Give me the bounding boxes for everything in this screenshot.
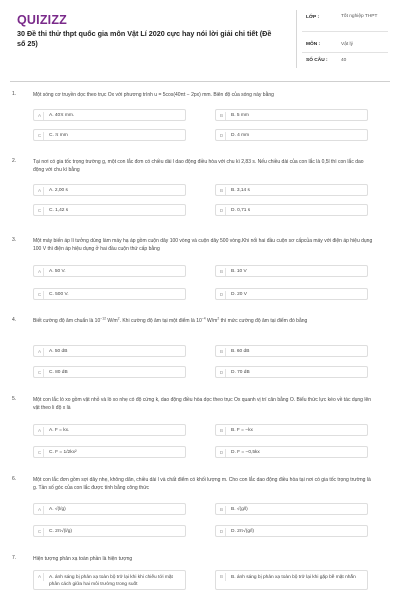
option-letter: D — [218, 291, 226, 299]
answer-option-a[interactable] — [33, 424, 186, 436]
answer-option-c[interactable] — [33, 204, 186, 216]
option-text: B. √(g/l) — [231, 507, 248, 512]
answer-option-d[interactable] — [215, 525, 368, 537]
option-letter: C — [36, 132, 44, 140]
option-letter: D — [218, 207, 226, 215]
answer-option-a[interactable] — [33, 345, 186, 357]
question-text: Một con lắc đơn gồm sợi dây nhẹ, không dãn, chiều dài l và chất điểm có khối lượng m. Cho con lắc dao động điều hòa tại nơi có gia tốc trọng trường là g. Tần số góc của con lắc được tính bằng công thức — [33, 477, 371, 491]
class-label: LỚP : — [306, 15, 320, 20]
option-text: C. 80 dB — [49, 370, 68, 375]
answer-option-d[interactable] — [215, 446, 368, 458]
option-letter: C — [36, 291, 44, 299]
option-letter: D — [218, 449, 226, 457]
option-letter: A — [36, 573, 44, 581]
option-text: D. 70 dB — [231, 370, 250, 375]
option-letter: D — [218, 528, 226, 536]
answer-option-d[interactable] — [215, 366, 368, 378]
answer-option-a[interactable] — [33, 184, 186, 196]
header-bottom-divider — [10, 81, 390, 82]
answer-option-c[interactable] — [33, 366, 186, 378]
option-text: C. F = 1/2kx² — [49, 450, 77, 455]
option-letter: C — [36, 369, 44, 377]
option-letter: A — [36, 506, 44, 514]
answer-option-b[interactable] — [215, 109, 368, 121]
option-text: A. 2,00 s — [49, 188, 68, 193]
option-text: A. 40π mm. — [49, 113, 75, 118]
answer-option-b[interactable] — [215, 570, 368, 590]
answer-option-b[interactable] — [215, 184, 368, 196]
option-text: C. 500 V. — [49, 292, 69, 297]
answer-option-b[interactable] — [215, 345, 368, 357]
option-letter: B — [218, 573, 226, 581]
answer-option-d[interactable] — [215, 129, 368, 141]
worksheet-header — [0, 0, 400, 80]
question-text: Một máy biến áp lí tưởng dùng làm máy hạ áp gồm cuộn dây 100 vòng và cuộn dây 500 vòng.Khi nối hai đầu cuộn sơ cấpcủa máy với điện áp hiệu dụng 100 V thì điện áp hiệu dụng ở hai đầu cuộn thứ cấp bằng — [33, 238, 373, 252]
answer-option-d[interactable] — [215, 288, 368, 300]
count-label: SỐ CÂU : — [306, 58, 328, 63]
option-text: A. F = kx. — [49, 428, 70, 433]
answer-option-b[interactable] — [215, 503, 368, 515]
question-number: 6. — [12, 476, 17, 482]
answer-option-c[interactable] — [33, 446, 186, 458]
count-value: 40 — [341, 58, 347, 63]
option-text: A. √(l/g) — [49, 507, 66, 512]
answer-option-c[interactable] — [33, 288, 186, 300]
answer-option-a[interactable] — [33, 570, 186, 590]
option-text: B. 60 dB — [231, 349, 250, 354]
meta-divider — [302, 52, 388, 53]
subject-value: Vật lý — [341, 42, 353, 47]
option-letter: D — [218, 369, 226, 377]
answer-option-b[interactable] — [215, 265, 368, 277]
header-divider — [296, 10, 297, 68]
option-text: C. π mm — [49, 133, 68, 138]
option-letter: B — [218, 506, 226, 514]
option-letter: D — [218, 132, 226, 140]
question-text: Một sóng cơ truyền dọc theo trục Ox với phương trình u = 5cos(40πt − 2px) mm. Biên độ của sóng này bằng — [33, 92, 274, 98]
meta-divider — [302, 31, 388, 32]
question-text: Hiện tượng phản xạ toàn phần là hiện tượng — [33, 556, 133, 562]
option-letter: C — [36, 207, 44, 215]
option-letter: C — [36, 528, 44, 536]
answer-option-a[interactable] — [33, 265, 186, 277]
question-text: Biết cường độ âm chuẩn là $10^{-12}$ $W/m^2$. Khi cường độ âm tại một điểm là $10^{-4}$ $W/m^2$ thì mức cường độ âm tại điểm đó bằng — [33, 316, 308, 324]
option-letter: A — [36, 187, 44, 195]
answer-option-c[interactable] — [33, 129, 186, 141]
option-letter: C — [36, 449, 44, 457]
answer-option-b[interactable] — [215, 424, 368, 436]
option-text: B. 3,14 s — [231, 188, 250, 193]
question-number: 3. — [12, 237, 17, 243]
option-text: A. ánh sáng bị phản xạ toàn bộ trở lại khi khi chiếu tới mặt phân cách giữa hai môi trường trong suốt — [49, 575, 173, 587]
option-letter: B — [218, 268, 226, 276]
quizizz-logo: QUIZIZZ — [17, 13, 68, 27]
option-letter: B — [218, 427, 226, 435]
question-number: 1. — [12, 91, 17, 97]
option-text: B. F = −kx — [231, 428, 253, 433]
option-text: D. 20 V — [231, 292, 247, 297]
option-text: A. 50 dB — [49, 349, 68, 354]
subject-label: MÔN : — [306, 42, 321, 47]
option-letter: A — [36, 112, 44, 120]
class-value: Tốt nghiệp THPT — [341, 14, 378, 19]
option-letter: A — [36, 348, 44, 356]
question-number: 5. — [12, 396, 17, 402]
question-number: 7. — [12, 555, 17, 561]
answer-option-a[interactable] — [33, 503, 186, 515]
option-letter: B — [218, 112, 226, 120]
worksheet-title: 30 Đề thi thử thpt quốc gia môn Vật Lí 2020 cực hay nói lời giải chi tiết (Đề số 25) — [17, 29, 272, 48]
answer-option-a[interactable] — [33, 109, 186, 121]
question-number: 2. — [12, 158, 17, 164]
question-text: Một con lắc lò xo gồm vật nhỏ và lò xo nhẹ có độ cứng k, dao động điều hòa dọc theo trục Ox quanh vị trí cân bằng O. Biểu thức lực kéo về tác dụng lên vật theo li độ x là — [33, 397, 372, 411]
question-text: Tại nơi có gia tốc trọng trường g, một con lắc đơn có chiều dài l dao động điều hòa với chu kì 2,83 s. Nếu chiều dài của con lắc là 0,5l thì con lắc dao động với chu kì bằng — [33, 159, 364, 173]
answer-option-c[interactable] — [33, 525, 186, 537]
option-text: A. 50 V. — [49, 269, 66, 274]
option-text: C. 1,42 s — [49, 208, 69, 213]
question-number: 4. — [12, 317, 17, 323]
option-text: D. 4 mm — [231, 133, 250, 138]
answer-option-d[interactable] — [215, 204, 368, 216]
option-letter: B — [218, 187, 226, 195]
option-text: C. 2π√(l/g) — [49, 529, 73, 534]
option-letter: B — [218, 348, 226, 356]
option-text: D. 0,71 s — [231, 208, 251, 213]
option-text: D. 2π√(g/l) — [231, 529, 255, 534]
option-text: D. F = −0,5kx — [231, 450, 260, 455]
option-text: B. ánh sáng bị phản xạ toàn bộ trở lại khi gặp bề mặt nhẵn — [231, 575, 356, 580]
option-text: B. 10 V — [231, 269, 247, 274]
option-text: B. 5 mm — [231, 113, 249, 118]
option-letter: A — [36, 268, 44, 276]
option-letter: A — [36, 427, 44, 435]
